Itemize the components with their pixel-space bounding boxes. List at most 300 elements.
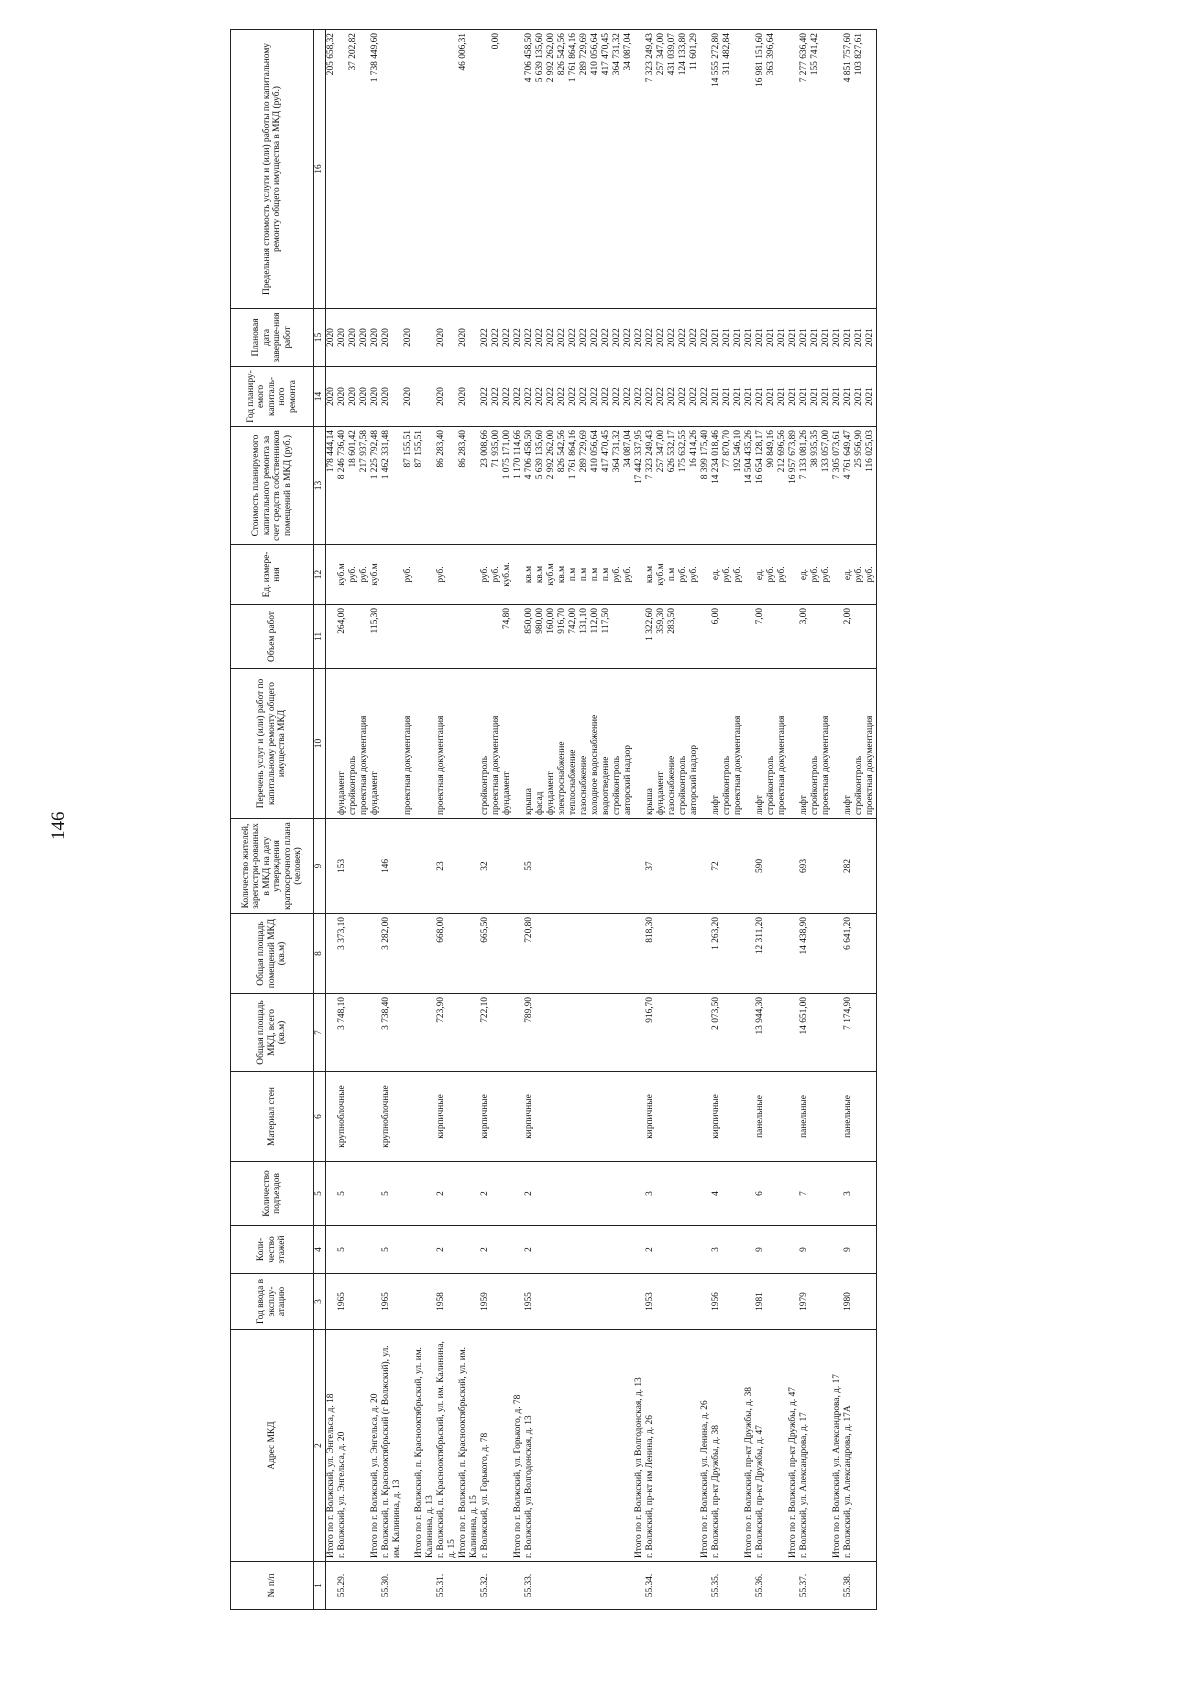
cell-vol: 74,80 [502,605,513,669]
cell-unit: куб.м. [502,545,513,605]
cell-wall [623,1072,634,1162]
cell-vol [436,605,458,669]
cell-res [821,819,832,914]
cell-cost: 7 305 073,61 [832,427,843,545]
cell-ydate: 2022 [634,309,645,367]
cell-cost: 1 225 792,48 [370,427,381,545]
cell-work [744,669,755,819]
cell-entr [821,1162,832,1226]
cell-wall [634,1072,645,1162]
cell-cost: 16 654 128,17 [755,427,766,545]
cell-area_p: 668,00 [436,914,458,994]
cell-area: 7 174,90 [843,994,854,1072]
cell-area [513,994,524,1072]
cell-cost: 4 706 458,50 [524,427,535,545]
cell-num [502,1562,513,1610]
cell-year [414,1274,436,1330]
table-body [326,30,877,1610]
cell-ydate: 2021 [777,309,788,367]
cell-area [865,994,877,1072]
cell-area [810,994,821,1072]
cell-year [601,1274,612,1330]
cell-year [568,1274,579,1330]
cell-area_p [557,914,568,994]
cell-vol [854,605,865,669]
cell-res: 146 [381,819,403,914]
cell-vol [744,605,755,669]
cell-area [403,994,414,1072]
cell-wall [777,1072,788,1162]
cell-yplan: 2020 [370,367,381,427]
cell-floors: 9 [843,1226,854,1274]
cell-area_p [788,914,799,994]
cell-area_p [535,914,546,994]
cell-max [414,30,436,309]
cell-res [535,819,546,914]
cell-floors [788,1226,799,1274]
cell-unit: кв.м [535,545,546,605]
cell-vol [403,605,414,669]
cell-entr: 5 [381,1162,403,1226]
cell-floors [810,1226,821,1274]
cell-wall [370,1072,381,1162]
cell-yplan: 2022 [590,367,601,427]
cell-floors [656,1226,667,1274]
cell-work [513,669,524,819]
cell-vol [810,605,821,669]
cell-cost: 34 087,04 [623,427,634,545]
cell-addr: г. Волжский, ул Волгодонская, д. 13 [524,1330,535,1562]
cell-area [689,994,700,1072]
cell-unit [788,545,799,605]
cell-unit [513,545,524,605]
cell-max [733,30,744,309]
cell-vol [865,605,877,669]
cell-entr [788,1162,799,1226]
cell-area [370,994,381,1072]
cell-vol [348,605,359,669]
cell-ydate: 2022 [480,309,491,367]
cell-entr: 3 [843,1162,854,1226]
cell-vol [381,605,403,669]
cell-entr: 2 [436,1162,458,1226]
cell-yplan: 2021 [711,367,722,427]
cell-unit [634,545,645,605]
cell-addr [601,1330,612,1562]
cell-num: 55.32. [480,1562,491,1610]
cell-floors [579,1226,590,1274]
cell-addr: г. Волжский, ул. Александрова, д. 17А [843,1330,854,1562]
cell-floors [568,1226,579,1274]
cell-addr: Итого по г. Волжский, п. Краснооктябрьский, ул. им. Калинина, д. 13 [414,1330,436,1562]
cell-yplan: 2022 [568,367,579,427]
cell-addr [502,1330,513,1562]
cell-area [359,994,370,1072]
cell-num: 55.38. [843,1562,854,1610]
cell-unit: руб. [348,545,359,605]
cell-work [788,669,799,819]
cell-cost: 175 632,55 [678,427,689,545]
cell-cost: 86 283,40 [436,427,458,545]
cell-floors [722,1226,733,1274]
cell-area_p [601,914,612,994]
cell-res [546,819,557,914]
cell-floors [326,1226,338,1274]
cell-cost: 8 399 175,40 [700,427,711,545]
cell-max: 205 658,32 [326,30,338,309]
cell-addr: Итого по г. Волжский, ул. Ленина, д. 26 [700,1330,711,1562]
cell-area_p [414,914,436,994]
cell-vol: 916,70 [557,605,568,669]
cell-addr: Итого по г. Волжский, ул. Энгельса, д. 20 [370,1330,381,1562]
cell-entr [700,1162,711,1226]
cell-area [546,994,557,1072]
cell-num [590,1562,601,1610]
cell-res: 32 [480,819,491,914]
cell-year [502,1274,513,1330]
cell-year: 1980 [843,1274,854,1330]
cell-entr [612,1162,623,1226]
cell-unit: руб. [733,545,744,605]
cell-num [689,1562,700,1610]
cell-res [513,819,524,914]
cell-entr [689,1162,700,1226]
cell-res: 37 [645,819,656,914]
cell-year: 1956 [711,1274,722,1330]
column-header-4: Коли-чество этажей [231,1226,314,1274]
cell-yplan [414,367,436,427]
cell-res [403,819,414,914]
cell-work: проектная документация [777,669,788,819]
cell-area_p: 720,80 [524,914,535,994]
cell-res [359,819,370,914]
cell-wall: крупноблочные [337,1072,348,1162]
cell-addr [491,1330,502,1562]
cell-res [678,819,689,914]
cell-res [777,819,788,914]
cell-yplan: 2022 [700,367,711,427]
cell-num [414,1562,436,1610]
cell-vol [480,605,491,669]
cell-cost: 417 470,45 [601,427,612,545]
cell-yplan: 2022 [557,367,568,427]
cell-work [832,669,843,819]
cell-unit: кв.м [557,545,568,605]
cell-floors [766,1226,777,1274]
cell-max [832,30,843,309]
cell-unit [381,545,403,605]
cell-addr [733,1330,744,1562]
cell-num [766,1562,777,1610]
cell-addr [854,1330,865,1562]
cell-floors [700,1226,711,1274]
column-number-1: 1 [314,1562,326,1610]
cell-area_p [623,914,634,994]
cell-work: фасад [535,669,546,819]
cell-year [810,1274,821,1330]
cell-num: 55.31. [436,1562,458,1610]
cell-yplan: 2022 [491,367,502,427]
cell-area: 723,90 [436,994,458,1072]
cell-area [414,994,436,1072]
cell-cost: 86 283,40 [458,427,480,545]
cell-addr [821,1330,832,1562]
cell-num: 55.36. [755,1562,766,1610]
cell-area_p [546,914,557,994]
cell-area [832,994,843,1072]
cell-entr [535,1162,546,1226]
cell-unit: ед. [711,545,722,605]
cell-unit: п.м [667,545,678,605]
cell-area [656,994,667,1072]
cell-work: лифт [843,669,854,819]
cell-yplan: 2022 [678,367,689,427]
cell-area [700,994,711,1072]
cell-floors [348,1226,359,1274]
cell-area [854,994,865,1072]
table-row [788,30,799,1610]
cell-num [667,1562,678,1610]
cell-res [557,819,568,914]
cell-wall [810,1072,821,1162]
column-number-15: 15 [314,309,326,367]
cell-entr [403,1162,414,1226]
cell-num [359,1562,370,1610]
cell-entr [744,1162,755,1226]
column-number-row [314,30,326,1610]
cell-area_p [733,914,744,994]
cell-entr [810,1162,821,1226]
cell-entr [414,1162,436,1226]
cell-max: 11 601,29 [689,30,700,309]
cell-area [667,994,678,1072]
cell-yplan: 2022 [513,367,524,427]
column-number-7: 7 [314,994,326,1072]
table-row [821,30,832,1610]
cell-area_p [568,914,579,994]
cell-unit: руб. [810,545,821,605]
cell-year [612,1274,623,1330]
cell-addr [810,1330,821,1562]
table-row [458,30,480,1610]
column-number-2: 2 [314,1330,326,1562]
cell-floors: 2 [645,1226,656,1274]
cell-cost: 25 956,90 [854,427,865,545]
cell-max [480,30,491,309]
table-row [436,30,458,1610]
cell-num [623,1562,634,1610]
cell-ydate: 2021 [744,309,755,367]
cell-num [865,1562,877,1610]
cell-vol [788,605,799,669]
table-row [843,30,854,1610]
cell-max: 363 396,64 [766,30,777,309]
cell-yplan: 2022 [634,367,645,427]
cell-year [491,1274,502,1330]
cell-cost: 1 462 331,48 [381,427,403,545]
cell-vol [326,605,338,669]
cell-cost: 410 056,64 [590,427,601,545]
cell-year [557,1274,568,1330]
cell-floors [491,1226,502,1274]
cell-ydate: 2022 [590,309,601,367]
cell-wall: крупноблочные [381,1072,403,1162]
cell-vol [359,605,370,669]
cell-yplan: 2021 [854,367,865,427]
column-number-11: 11 [314,605,326,669]
cell-wall [579,1072,590,1162]
cell-floors [557,1226,568,1274]
cell-num [458,1562,480,1610]
cell-addr: г. Волжский, ул. Александрова, д. 17 [799,1330,810,1562]
cell-area [612,994,623,1072]
cell-floors [458,1226,480,1274]
cell-entr [326,1162,338,1226]
cell-max [403,30,414,309]
cell-wall [513,1072,524,1162]
cell-max: 14 555 272,80 [711,30,722,309]
cell-entr [656,1162,667,1226]
cell-area [634,994,645,1072]
cell-year [832,1274,843,1330]
table-row [348,30,359,1610]
cell-work: лифт [799,669,810,819]
column-header-15: Плановая дата заверше-ния работ [231,309,314,367]
cell-ydate: 2020 [337,309,348,367]
column-number-8: 8 [314,914,326,994]
table-row [733,30,744,1610]
cell-res [766,819,777,914]
cell-vol: 1 322,60 [645,605,656,669]
cell-num [568,1562,579,1610]
cell-entr [557,1162,568,1226]
cell-wall: панельные [755,1072,766,1162]
table-row [590,30,601,1610]
cell-unit: руб. [854,545,865,605]
cell-unit: руб. [678,545,689,605]
cell-addr: г. Волжский, пр-кт Дружбы, д. 38 [711,1330,722,1562]
cell-year [546,1274,557,1330]
cell-wall [854,1072,865,1162]
cell-unit: куб.м [370,545,381,605]
table-row [480,30,491,1610]
cell-yplan: 2022 [656,367,667,427]
cell-addr [777,1330,788,1562]
cell-floors [733,1226,744,1274]
cell-vol [634,605,645,669]
cell-area_p [612,914,623,994]
cell-yplan: 2022 [623,367,634,427]
column-header-2: Адрес МКД [231,1330,314,1562]
cell-yplan: 2020 [381,367,403,427]
column-header-1: № п/п [231,1562,314,1610]
cell-max [337,30,348,309]
cell-work: крыша [524,669,535,819]
cell-year [678,1274,689,1330]
cell-work: проектная документация [821,669,832,819]
cell-year [788,1274,799,1330]
cell-ydate: 2021 [788,309,799,367]
cell-unit: ед. [755,545,766,605]
cell-res [491,819,502,914]
cell-vol [722,605,733,669]
cell-work [414,669,436,819]
cell-year [359,1274,370,1330]
cell-area [557,994,568,1072]
cell-res [458,819,480,914]
cell-res [612,819,623,914]
cell-max [381,30,403,309]
cell-vol [678,605,689,669]
cell-floors [601,1226,612,1274]
cell-yplan: 2021 [865,367,877,427]
cell-floors: 2 [524,1226,535,1274]
cell-ydate: 2022 [612,309,623,367]
cell-wall: кирпичные [711,1072,722,1162]
cell-work: проектная документация [403,669,414,819]
cell-yplan: 2021 [832,367,843,427]
cell-ydate: 2021 [766,309,777,367]
table-row [557,30,568,1610]
cell-cost: 7 133 081,26 [799,427,810,545]
cell-addr [546,1330,557,1562]
cell-entr [766,1162,777,1226]
cell-addr [579,1330,590,1562]
cell-work: стройконтроль [766,669,777,819]
cell-wall [557,1072,568,1162]
cell-area_p [458,914,480,994]
cell-ydate: 2022 [579,309,590,367]
cell-entr [359,1162,370,1226]
cell-max: 311 482,84 [722,30,733,309]
cell-entr: 4 [711,1162,722,1226]
cell-ydate: 2022 [656,309,667,367]
cell-area [491,994,502,1072]
cell-wall [535,1072,546,1162]
cell-cost: 14 504 435,26 [744,427,755,545]
cell-addr [865,1330,877,1562]
cell-cost: 364 731,32 [612,427,623,545]
cell-ydate: 2022 [645,309,656,367]
cell-max: 34 087,04 [623,30,634,309]
cell-res [810,819,821,914]
cell-cost: 38 935,35 [810,427,821,545]
cell-work: фундамент [502,669,513,819]
cell-year [700,1274,711,1330]
cell-yplan: 2022 [480,367,491,427]
column-header-12: Ед. измере-ния [231,545,314,605]
cell-res [348,819,359,914]
cell-num [535,1562,546,1610]
cell-entr [370,1162,381,1226]
cell-wall [348,1072,359,1162]
cell-res [590,819,601,914]
cell-entr [623,1162,634,1226]
cell-work [326,669,338,819]
cell-wall [821,1072,832,1162]
table-row [755,30,766,1610]
cell-addr [568,1330,579,1562]
cell-unit: руб. [689,545,700,605]
cell-yplan: 2022 [601,367,612,427]
table-row [370,30,381,1610]
cell-wall [403,1072,414,1162]
cell-entr: 2 [480,1162,491,1226]
cell-year [733,1274,744,1330]
cell-unit: руб. [612,545,623,605]
cell-area [348,994,359,1072]
cell-ydate: 2022 [491,309,502,367]
